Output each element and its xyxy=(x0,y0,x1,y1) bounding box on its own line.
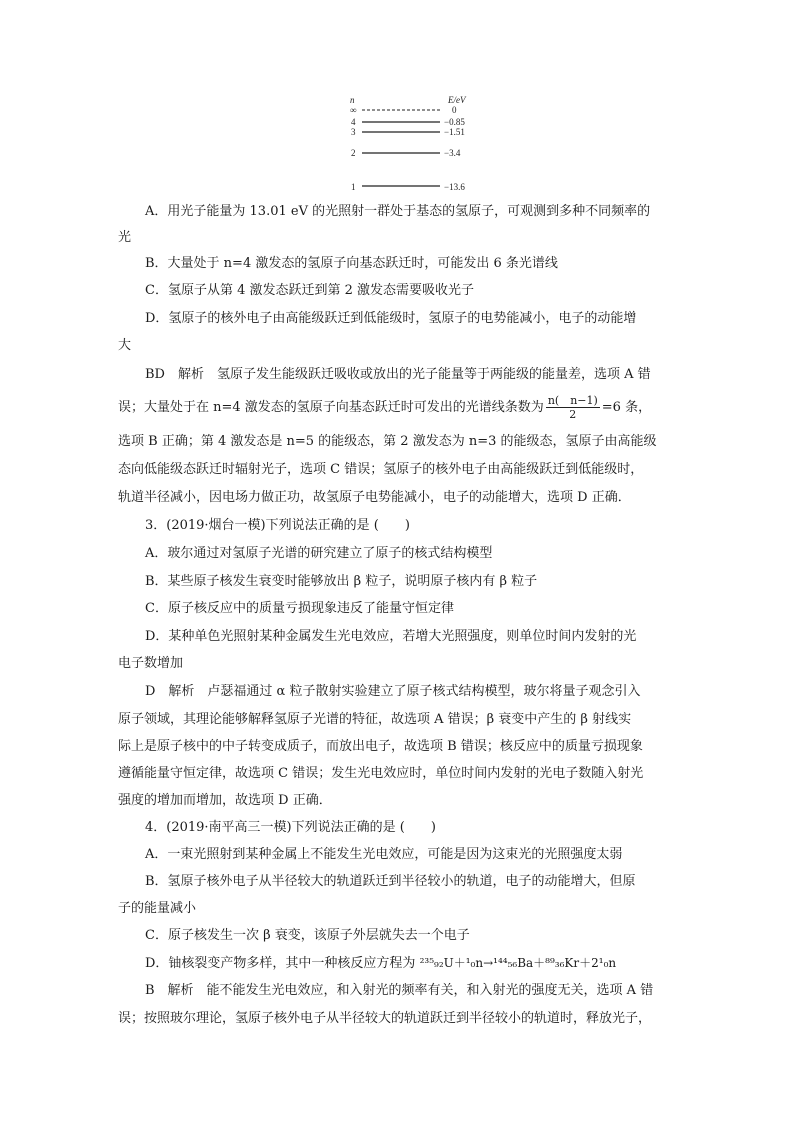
q3-stem: 3．(2019·烟台一模)下列说法正确的是 ( ) xyxy=(145,518,410,533)
level-e-3: −1.51 xyxy=(444,127,465,137)
q2-answer-line-2 xyxy=(118,394,688,421)
q4-option-b: B．氢原子核外电子从半径较大的轨道跃迁到半径较小的轨道，电子的动能增大，但原 xyxy=(145,874,636,889)
q3-option-c: C．原子核反应中的质量亏损现象违反了能量守恒定律 xyxy=(145,601,454,616)
level-n-1: 1 xyxy=(351,182,356,192)
q2-option-d-cont: 大 xyxy=(118,338,132,353)
q2-answer-line-1: BD 解析 氢原子发生能级跃迁吸收或放出的光子能量等于两能级的能量差，选项 A 错 xyxy=(145,367,651,382)
q4-option-d-text: D．铀核裂变产物多样，其中一种核反应方程为 xyxy=(145,956,416,971)
q4-option-d xyxy=(145,953,715,974)
q3-answer-line-3: 际上是原子核中的中子转变成质子，而放出电子，故选项 B 错误；核反应中的质量亏损现象 xyxy=(118,739,643,754)
q3-answer-line-5: 强度的增加而增加，故选项 D 正确． xyxy=(118,793,332,808)
q3-answer-line-1: D 解析 卢瑟福通过 α 粒子散射实验建立了原子核式结构模型，玻尔将量子观念引入 xyxy=(145,684,641,699)
q3-option-b: B．某些原子核发生衰变时能够放出 β 粒子，说明原子核内有 β 粒子 xyxy=(145,574,538,589)
q2-option-d: D．氢原子的核外电子由高能级跃迁到低能级时，氢原子的电势能减小，电子的动能增 xyxy=(145,311,637,326)
fraction-denominator: 2 xyxy=(569,408,577,421)
level-e-inf: 0 xyxy=(452,105,457,115)
q3-option-d-cont: 电子数增加 xyxy=(118,656,184,671)
q4-option-c: C．原子核发生一次 β 衰变，该原子外层就失去一个电子 xyxy=(145,928,470,943)
q3-answer-line-4: 遵循能量守恒定律，故选项 C 错误；发生光电效应时，单位时间内发射的光电子数随入射光 xyxy=(118,766,644,781)
q4-stem: 4．(2019·南平高三一模)下列说法正确的是 ( ) xyxy=(145,820,436,835)
level-e-1: −13.6 xyxy=(444,182,465,192)
q3-option-d: D．某种单色光照射某种金属发生光电效应，若增大光照强度，则单位时间内发射的光 xyxy=(145,629,637,644)
n-axis-header: n xyxy=(350,95,355,105)
level-n-3: 3 xyxy=(351,127,356,137)
level-n-2: 2 xyxy=(351,148,356,158)
q2-option-c: C．氢原子从第 4 激发态跃迁到第 2 激发态需要吸收光子 xyxy=(145,283,475,298)
q4-option-b-cont: 子的能量减小 xyxy=(118,901,197,916)
q2-option-b: B．大量处于 n=4 激发态的氢原子向基态跃迁时，可能发出 6 条光谱线 xyxy=(145,256,558,271)
q3-option-a: A．玻尔通过对氢原子光谱的研究建立了原子的核式结构模型 xyxy=(145,546,493,561)
q2-option-a-cont: 光 xyxy=(118,230,132,245)
q4-answer-line-2: 误；按照玻尔理论，氢原子核外电子从半径较大的轨道跃迁到半径较小的轨道时，释放光子， xyxy=(118,1011,652,1026)
q4-answer-line-1: B 解析 能不能发生光电效应，和入射光的频率有关，和入射光的强度无关，选项 A 错 xyxy=(145,983,654,998)
q2-answer-line-4: 态向低能级态跃迁时辐射光子，选项 C 错误；氢原子的核外电子由高能级跃迁到低能级时， xyxy=(118,462,644,477)
level-n-inf: ∞ xyxy=(350,105,357,115)
level-e-4: −0.85 xyxy=(444,117,465,127)
energy-level-diagram xyxy=(340,92,480,197)
energy-axis-header: E/eV xyxy=(448,95,466,105)
q4-option-a: A．一束光照射到某种金属上不能发生光电效应，可能是因为这束光的光照强度太弱 xyxy=(145,847,623,862)
q3-answer-line-2: 原子领域，其理论能够解释氢原子光谱的特征，故选项 A 错误；β 衰变中产生的 β 射线实 xyxy=(118,712,632,727)
q2-answer-text-b: =6 条， xyxy=(601,400,652,415)
level-e-2: −3.4 xyxy=(444,148,461,158)
fraction xyxy=(546,394,600,421)
level-n-4: 4 xyxy=(351,117,356,127)
q2-option-a: A．用光子能量为 13.01 eV 的光照射一群处于基态的氢原子，可观测到多种不同频率的 xyxy=(145,204,651,219)
nuclear-equation: ²³⁵₉₂U＋¹₀n→¹⁴⁴₅₆Ba＋⁸⁹₃₆Kr＋2¹₀n xyxy=(419,956,617,970)
q2-answer-line-3: 选项 B 正确；第 4 激发态是 n=5 的能级态，第 2 激发态为 n=3 的能级态，氢原子由高能级 xyxy=(118,434,657,449)
q2-answer-line-5: 轨道半径减小，因电场力做正功，故氢原子电势能减小，电子的动能增大，选项 D 正确． xyxy=(118,490,631,505)
q2-answer-text-a: 误；大量处于在 n=4 激发态的氢原子向基态跃迁时可发出的光谱线条数为 xyxy=(118,400,544,415)
fraction-numerator: n( n−1) xyxy=(547,394,598,407)
